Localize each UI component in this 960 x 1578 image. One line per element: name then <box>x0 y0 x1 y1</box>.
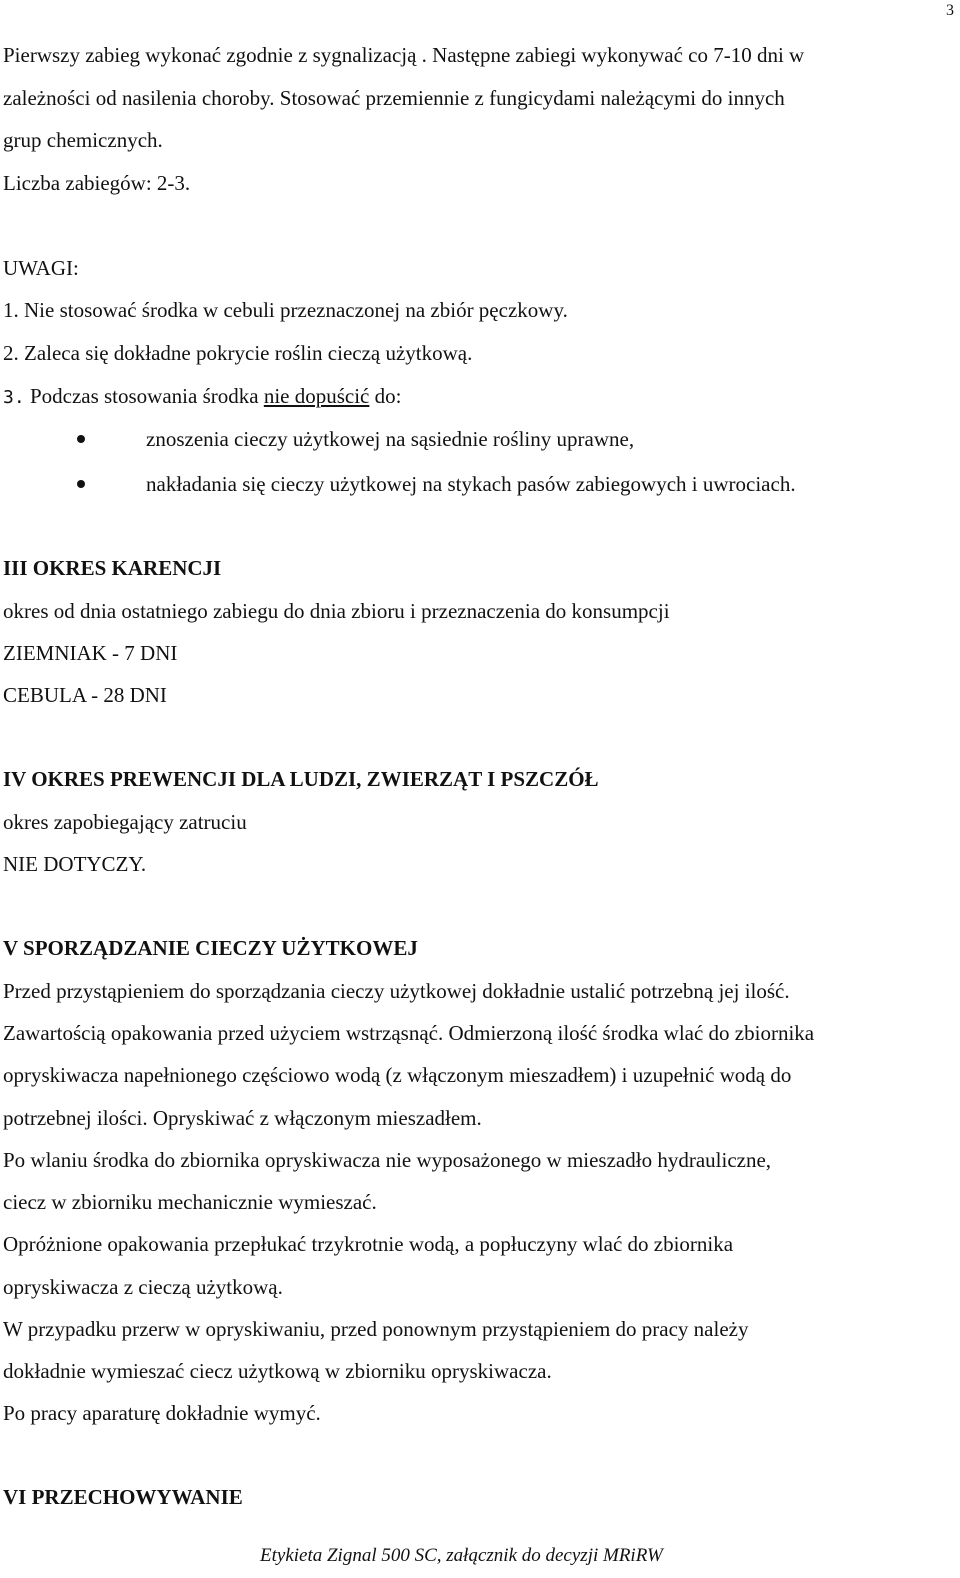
intro-line-3: grup chemicznych. <box>3 128 163 152</box>
section-5-heading: V SPORZĄDZANIE CIECZY UŻYTKOWEJ <box>3 936 418 960</box>
uwagi-item-3-pre: Podczas stosowania środka <box>24 384 264 408</box>
uwagi-item-3-underlined: nie dopuścić <box>263 384 370 408</box>
uwagi-heading: UWAGI: <box>3 256 79 280</box>
section-5-line: Opróżnione opakowania przepłukać trzykrotnie wodą, a popłuczyny wlać do zbiornika <box>3 1232 734 1256</box>
section-5-line: Po wlaniu środka do zbiornika opryskiwacza nie wyposażonego w mieszadło hydrauliczne, <box>3 1148 772 1172</box>
page-number: 3 <box>946 2 954 19</box>
section-4-line-1: okres zapobiegający zatruciu <box>3 810 247 834</box>
section-5-line: opryskiwacza z cieczą użytkową. <box>3 1275 283 1299</box>
intro-line-1: Pierwszy zabieg wykonać zgodnie z sygnalizacją . Następne zabiegi wykonywać co 7-10 dni w <box>3 43 805 67</box>
intro-line-4: Liczba zabiegów: 2-3. <box>3 171 191 195</box>
bullet-item-text: znoszenia cieczy użytkowej na sąsiednie rośliny uprawne, <box>146 427 635 451</box>
uwagi-item-1: 1. Nie stosować środka w cebuli przeznaczonej na zbiór pęczkowy. <box>3 298 568 322</box>
section-4-heading: IV OKRES PREWENCJI DLA LUDZI, ZWIERZĄT I PSZCZÓŁ <box>3 767 599 791</box>
section-5-line: Przed przystąpieniem do sporządzania cieczy użytkowej dokładnie ustalić potrzebną jej ilość. <box>3 979 790 1003</box>
bullet-item <box>0 426 960 452</box>
bullet-item <box>0 471 960 497</box>
section-5-line: ciecz w zbiorniku mechanicznie wymieszać. <box>3 1190 377 1214</box>
uwagi-item-3-number: 3. <box>3 387 25 408</box>
section-6-heading: VI PRZECHOWYWANIE <box>3 1485 243 1509</box>
section-5-line: W przypadku przerw w opryskiwaniu, przed ponownym przystąpieniem do pracy należy <box>3 1317 749 1341</box>
uwagi-item-3 <box>3 383 401 411</box>
section-5-line: dokładnie wymieszać ciecz użytkową w zbiorniku opryskiwacza. <box>3 1359 552 1383</box>
section-3-heading: III OKRES KARENCJI <box>3 556 222 580</box>
section-5-line: potrzebnej ilości. Opryskiwać z włączonym mieszadłem. <box>3 1106 482 1130</box>
uwagi-item-2: 2. Zaleca się dokładne pokrycie roślin cieczą użytkową. <box>3 341 473 365</box>
section-5-line: Zawartością opakowania przed użyciem wstrząsnąć. Odmierzoną ilość środka wlać do zbiornika <box>3 1021 815 1045</box>
bullet-item-text: nakładania się cieczy użytkowej na stykach pasów zabiegowych i uwrociach. <box>146 472 796 496</box>
section-3-line-2: ZIEMNIAK - 7 DNI <box>3 641 178 665</box>
section-3-line-3: CEBULA - 28 DNI <box>3 683 167 707</box>
intro-line-2: zależności od nasilenia choroby. Stosować przemiennie z fungicydami należącymi do innych <box>3 86 785 110</box>
bullet-dot-icon <box>77 480 85 488</box>
section-4-line-2: NIE DOTYCZY. <box>3 852 147 876</box>
section-5-line: opryskiwacza napełnionego częściowo wodą (z włączonym mieszadłem) i uzupełnić wodą do <box>3 1063 792 1087</box>
section-3-line-1: okres od dnia ostatniego zabiegu do dnia zbioru i przeznaczenia do konsumpcji <box>3 599 670 623</box>
uwagi-item-3-post: do: <box>369 384 402 408</box>
section-5-line: Po pracy aparaturę dokładnie wymyć. <box>3 1401 321 1425</box>
bullet-dot-icon <box>77 435 85 443</box>
page-footer: Etykieta Zignal 500 SC, załącznik do decyzji MRiRW <box>260 1545 663 1566</box>
